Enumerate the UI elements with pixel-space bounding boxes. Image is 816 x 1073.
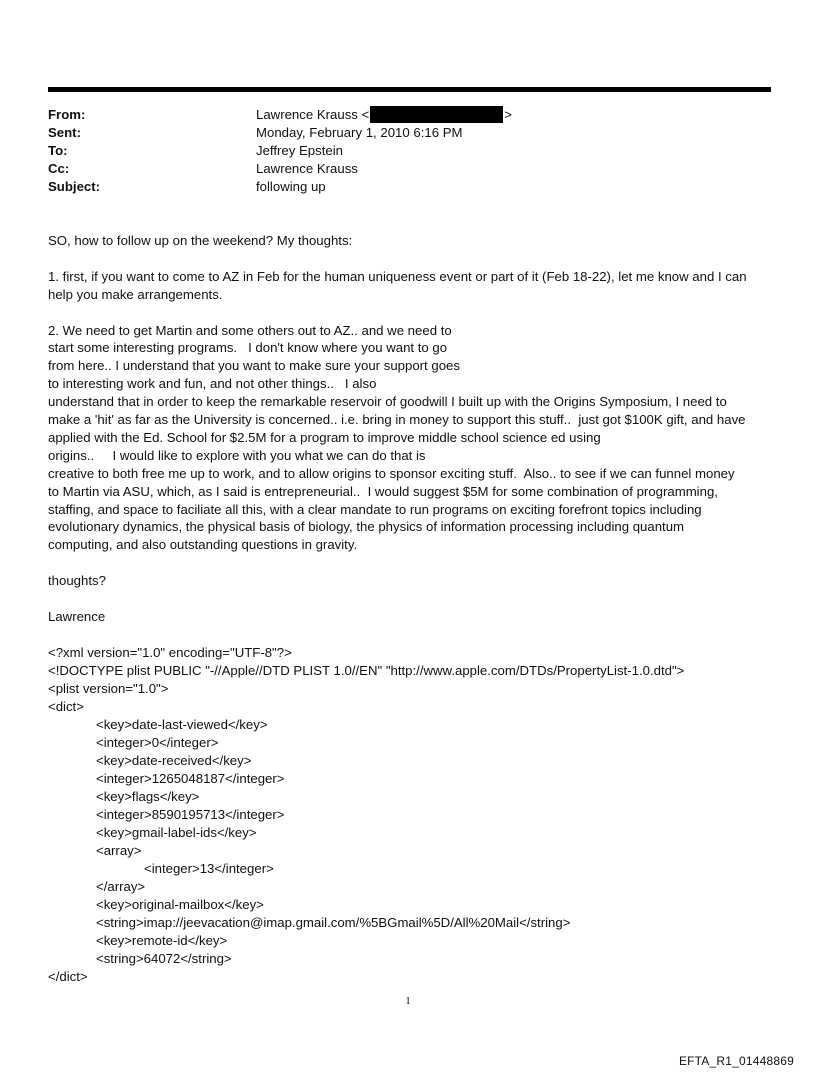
xml-line: <key>gmail-label-ids</key>	[96, 825, 257, 840]
body-line: applied with the Ed. School for $2.5M for a program to improve middle school science ed using	[48, 429, 601, 445]
xml-line: <integer>0</integer>	[96, 735, 219, 750]
subject-row	[48, 178, 768, 196]
from-value	[256, 106, 512, 124]
sent-value: Monday, February 1, 2010 6:16 PM	[256, 125, 463, 140]
body-line: computing, and also outstanding questions in gravity.	[48, 537, 358, 553]
body-line: staffing, and space to faciliate all this, with a clear mandate to run programs on exciting forefront topics including	[48, 501, 702, 517]
redaction-bar	[370, 106, 503, 123]
document-id: EFTA_R1_01448869	[678, 1054, 794, 1068]
xml-line: <!DOCTYPE plist PUBLIC "-//Apple//DTD PLIST 1.0//EN" "http://www.apple.com/DTDs/PropertyList-1.0.dtd">	[48, 663, 685, 678]
cc-value: Lawrence Krauss	[256, 161, 358, 176]
xml-line: <key>original-mailbox</key>	[96, 897, 264, 912]
from-label: From:	[48, 107, 86, 122]
subject-label: Subject:	[48, 179, 101, 194]
xml-line: <key>flags</key>	[96, 789, 200, 804]
xml-line: <key>date-last-viewed</key>	[96, 717, 268, 732]
subject-value: following up	[256, 179, 326, 194]
xml-line: <plist version="1.0">	[48, 681, 169, 696]
body-line: 1. first, if you want to come to AZ in Feb for the human uniqueness event or part of it (Feb 18-22), let me know and I can	[48, 268, 747, 284]
cc-label: Cc:	[48, 161, 70, 176]
to-label: To:	[48, 143, 68, 158]
to-row	[48, 142, 768, 160]
to-value: Jeffrey Epstein	[256, 143, 343, 158]
xml-line: <key>date-received</key>	[96, 753, 252, 768]
xml-line: <integer>1265048187</integer>	[96, 771, 285, 786]
header-divider-rule	[48, 87, 771, 92]
body-line: help you make arrangements.	[48, 286, 223, 302]
xml-line: <integer>8590195713</integer>	[96, 807, 285, 822]
body-line: start some interesting programs. I don't know where you want to go	[48, 340, 448, 356]
from-suffix: >	[504, 107, 512, 122]
body-line: origins.. I would like to explore with you what we can do that is	[48, 447, 426, 463]
email-body	[48, 232, 773, 644]
body-paragraph-1: SO, how to follow up on the weekend? My thoughts:	[48, 233, 353, 248]
sent-row	[48, 124, 768, 142]
xml-line: <?xml version="1.0" encoding="UTF-8"?>	[48, 645, 292, 660]
plist-xml-block	[48, 644, 773, 986]
xml-line: <array>	[96, 843, 142, 858]
page-number: 1	[405, 995, 411, 1007]
xml-line: </dict>	[48, 969, 88, 984]
body-paragraph-3	[48, 322, 773, 555]
xml-line: <key>remote-id</key>	[96, 933, 228, 948]
cc-row	[48, 160, 768, 178]
body-line: 2. We need to get Martin and some others out to AZ.. and we need to	[48, 322, 452, 338]
sent-label: Sent:	[48, 125, 81, 140]
body-line: creative to both free me up to work, and to allow origins to sponsor exciting stuff. Also.. to see if we can funnel money	[48, 465, 735, 481]
body-line: make a 'hit' as far as the University is concerned.. i.e. bring in money to support this stuff.. just got $100K gift, and have	[48, 412, 746, 428]
body-line: to interesting work and fun, and not other things.. I also	[48, 376, 377, 392]
body-line: from here.. I understand that you want to make sure your support goes	[48, 358, 460, 374]
xml-line: <dict>	[48, 699, 84, 714]
from-row	[48, 106, 768, 124]
from-name: Lawrence Krauss <	[256, 107, 370, 122]
xml-line: <string>64072</string>	[96, 951, 232, 966]
xml-line: <string>imap://jeevacation@imap.gmail.com/%5BGmail%5D/All%20Mail</string>	[96, 915, 571, 930]
xml-line: <integer>13</integer>	[144, 861, 274, 876]
body-paragraph-2	[48, 268, 773, 304]
body-paragraph-4: thoughts?	[48, 573, 106, 589]
email-header	[48, 106, 768, 196]
xml-line: </array>	[96, 879, 146, 894]
body-line: evolutionary dynamics, the physical basis of biology, the physics of information processing including quantum	[48, 519, 685, 535]
body-line: understand that in order to keep the remarkable reservoir of goodwill I built up with the Origins Symposium, I need to	[48, 394, 727, 410]
signature: Lawrence	[48, 608, 106, 624]
body-line: to Martin via ASU, which, as I said is entrepreneurial.. I would suggest $5M for some combination of programming,	[48, 483, 718, 499]
